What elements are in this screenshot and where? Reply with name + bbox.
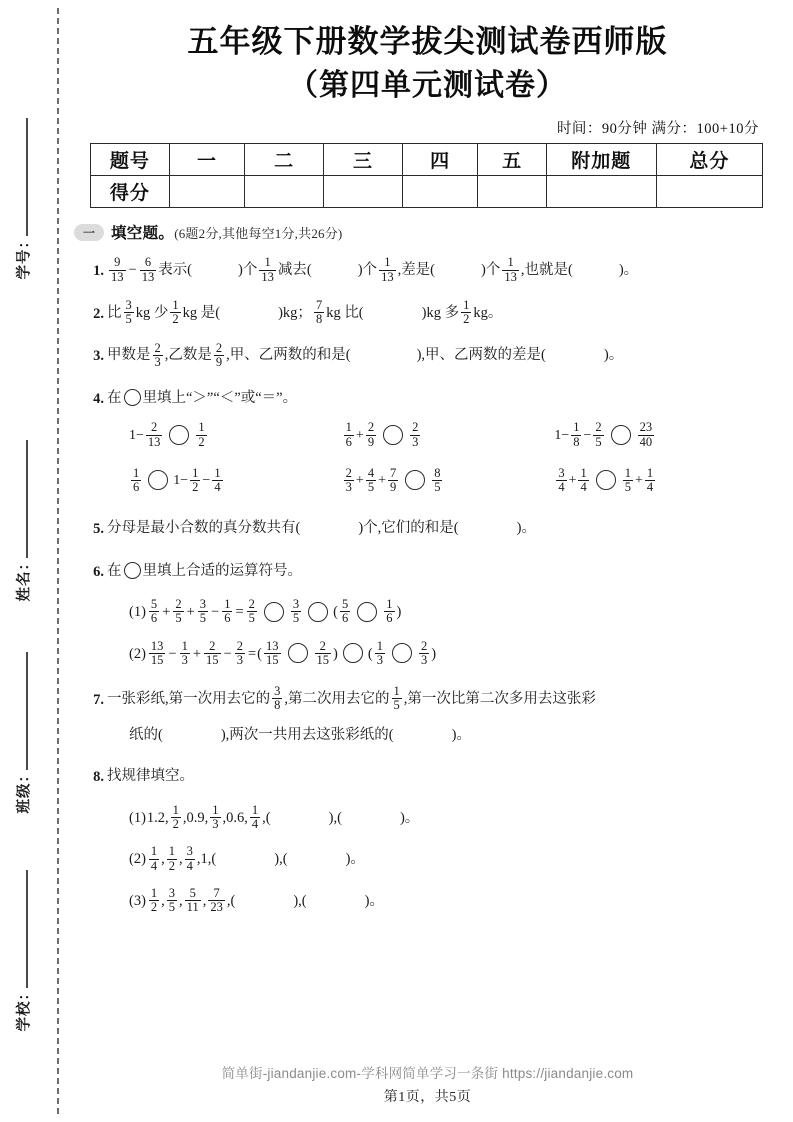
score-header-label: 题号 [91,144,170,176]
expr-text: + [355,473,364,489]
question-number: 3. [93,348,104,365]
q4-prompt-a: 在 [107,389,122,406]
question-number: 5. [93,520,104,537]
expr-text: 1− [173,473,189,489]
question-body [107,297,767,328]
left-margin-strip [0,0,62,1122]
section-title: 填空题。 [111,225,175,243]
question-number: 7. [93,692,104,709]
watermark-text: 简单街-jiandanjie.com-学科网简单学习一条街 https://jiandanjie.com [221,1066,634,1081]
question-number: 6. [93,563,104,580]
operator-plus: + [162,604,171,621]
question-number: 4. [93,390,104,407]
margin-write-line-3 [26,652,28,770]
question-7 [84,686,767,749]
q2-text-f: )kg 多 [421,304,460,321]
fraction-2-3: $\frac{2}{3}$ [236,638,243,667]
question-8-sub-3 [107,888,767,916]
fraction-1-2: $\frac{1}{2}$ [192,465,199,494]
q3-text-b: ,乙数是 [164,347,212,364]
question-number: 1. [93,263,104,280]
fraction-7-9: $\frac{7}{9}$ [389,465,397,494]
seq-text: , [161,892,165,909]
question-body [107,342,767,370]
fraction-23-40: $\frac{23}{40}$ [639,420,653,449]
margin-field-class [0,767,46,826]
q2-text-d: )kg； [278,304,312,321]
exam-page [62,0,793,1122]
score-cell-1[interactable] [169,176,244,208]
comparison-item-4 [129,465,342,495]
section-badge: 一 [74,224,104,241]
operator-equals: = [235,604,244,621]
q7-text-c: ,第一次比第二次多用去这张彩 [403,691,596,708]
operator-minus: − [211,604,220,621]
seq-tail-b: )。 [345,851,365,868]
fraction-3-8: $\frac{3}{8}$ [274,684,281,713]
q7-text-d: 纸的( [129,726,163,743]
fraction-1-2: $\frac{1}{2}$ [198,420,205,449]
fraction-2-5: $\frac{2}{5}$ [595,420,602,449]
q4-prompt-b: 里填上“＞”“＜”或“＝”。 [142,389,298,406]
fraction-1-4: $\frac{1}{4}$ [214,465,221,494]
q3-text-c: ,甲、乙两数的和是( [226,347,351,364]
dashed-cut-line [57,8,59,1114]
score-header-total: 总分 [656,144,762,176]
margin-write-line-2 [26,440,28,558]
circle-blank-icon[interactable] [405,470,425,490]
question-8-sub-2 [107,846,767,874]
margin-field-school [0,985,46,1044]
paren-close: ) [396,604,402,621]
expr-text: 1− [129,427,144,443]
q7-text-e: ),两次一共用去这张彩纸的( [220,726,394,743]
questions-list [62,257,793,915]
score-cell-3[interactable] [324,176,403,208]
fraction-1-6: $\frac{1}{6}$ [224,597,231,626]
page-footer [62,1062,793,1106]
expr-text: 1− [554,427,570,443]
score-cell-total[interactable] [656,176,762,208]
score-cell-5[interactable] [478,176,547,208]
seq-text: 1.2, [146,809,169,826]
circle-blank-icon[interactable] [124,562,141,579]
fraction-1-3: $\frac{1}{3}$ [212,802,219,832]
operator-equals: = [247,645,257,662]
comparison-grid [107,422,767,495]
fraction-13-15: $\frac{13}{15}$ [266,638,279,667]
seq-text: ,0.9, [182,809,209,826]
paren-close: ) [333,645,338,662]
section-meta: (6题2分,其他每空1分,共26分) [174,225,343,241]
question-3 [84,342,767,371]
fraction-1-2: $\frac{1}{2}$ [168,844,176,873]
score-header-bonus: 附加题 [546,144,656,176]
fraction-1-6: $\frac{1}{6}$ [386,597,393,626]
operator-minus: − [128,262,137,279]
q3-text-a: 甲数是 [107,347,151,364]
question-number: 8. [93,769,104,786]
table-row-score [91,176,763,208]
fraction-1-13-a: $\frac{1}{13}$ [261,255,274,284]
page-number: 第1页，共5页 [383,1090,472,1105]
circle-blank-icon[interactable] [288,643,308,663]
question-number: 2. [93,305,104,322]
question-body [107,257,767,285]
fraction-1-2: $\frac{1}{2}$ [172,802,179,832]
seq-tail-a: ),( [328,809,342,826]
score-cell-2[interactable] [245,176,324,208]
q5-text-c: )。 [516,519,536,536]
q1-text-d: )个 [357,262,378,279]
q7-text-f: )。 [451,726,471,743]
page-title: 五年级下册数学拔尖测试卷西师版 [187,24,668,59]
q3-text-d: ),甲、乙两数的差是( [416,347,546,364]
table-row-header [91,144,763,176]
page-subtitle: （第四单元测试卷） [288,68,567,102]
fraction-1-2-a: $\frac{1}{2}$ [172,297,179,327]
expr-text: + [378,473,386,489]
q3-text-e: )。 [603,347,624,364]
section-header-fill-in-blank [62,221,793,243]
q6-prompt-b: 里填上合适的运算符号。 [142,562,302,579]
fraction-2-15: $\frac{2}{15}$ [316,638,330,667]
margin-label-school: 学校： [16,985,33,1032]
fraction-5-6: $\frac{5}{6}$ [150,597,158,626]
comparison-item-5 [342,465,555,495]
expr-text: + [568,473,577,489]
fraction-9-13: $\frac{9}{13}$ [111,255,124,284]
paren-open: ( [367,645,373,662]
fraction-2-3: $\frac{2}{3}$ [154,340,161,369]
fraction-1-13-c: $\frac{1}{13}$ [504,255,517,284]
question-6-sub-2 [107,638,767,669]
comparison-item-3 [554,422,767,449]
margin-write-line-1 [26,118,28,236]
fraction-3-5: $\frac{3}{5}$ [199,597,207,626]
exam-meta: 时间：90分钟 满分：100+10分 [556,121,759,138]
fraction-3-4: $\frac{3}{4}$ [558,465,565,494]
question-8 [84,763,767,915]
circle-blank-icon[interactable] [357,602,377,622]
q5-text-b: )个,它们的和是( [358,519,459,536]
paren-open: ( [333,604,339,621]
expr-text: + [355,427,364,443]
fraction-2-3: $\frac{2}{3}$ [345,465,352,494]
seq-tail-b: )。 [364,892,384,909]
fraction-4-5: $\frac{4}{5}$ [367,465,375,494]
fraction-1-4: $\frac{1}{4}$ [251,802,259,832]
score-table [90,143,763,208]
score-row-label: 得分 [91,176,170,208]
seq-text: ,( [262,809,271,826]
fraction-1-2-b: $\frac{1}{2}$ [463,297,470,327]
seq-text: , [179,851,183,868]
score-header-1: 一 [169,144,244,176]
circle-blank-icon[interactable] [169,425,189,445]
fraction-1-5: $\frac{1}{5}$ [393,684,400,713]
q2-text-a: 比 [107,304,122,321]
score-header-2: 二 [245,144,324,176]
question-body [107,686,767,749]
fraction-1-2: $\frac{1}{2}$ [150,886,158,915]
circle-blank-icon[interactable] [611,425,631,445]
fraction-13-15: $\frac{13}{15}$ [150,638,164,667]
seq-tail-a: ),( [274,851,288,868]
expr-text: − [583,427,592,443]
fraction-1-4: $\frac{1}{4}$ [646,465,654,494]
fraction-3-4: $\frac{3}{4}$ [186,844,193,873]
circle-blank-icon[interactable] [392,643,412,663]
fraction-7-8: $\frac{7}{8}$ [315,297,323,327]
score-cell-4[interactable] [402,176,477,208]
q2-text-c: kg 是( [182,304,221,321]
q1-text-g: ,也就是( [520,262,573,279]
seq-text: , [179,892,183,909]
seq-text: , [161,851,165,868]
fraction-8-5: $\frac{8}{5}$ [434,465,441,494]
q1-text-h: )。 [618,262,639,279]
question-body [107,385,767,495]
margin-label-student-id: 学号： [16,233,33,280]
seq-tail-b: )。 [399,809,420,826]
fraction-1-4: $\frac{1}{4}$ [580,465,587,494]
fraction-1-5: $\frac{1}{5}$ [624,465,631,494]
question-5 [84,515,767,544]
fraction-6-13: $\frac{6}{13}$ [141,255,155,284]
sub-tag: (3) [129,892,146,909]
comparison-item-2 [342,422,555,449]
score-header-3: 三 [324,144,403,176]
q7-text-b: ,第二次用去它的 [284,691,390,708]
margin-field-name [0,555,46,614]
operator-plus: + [186,604,195,621]
fraction-2-9: $\frac{2}{9}$ [367,420,375,449]
fraction-1-6: $\frac{1}{6}$ [133,465,140,494]
question-4 [84,385,767,495]
comparison-item-6 [554,465,767,495]
fraction-3-5: $\frac{3}{5}$ [125,297,132,327]
operator-plus: + [192,645,202,662]
circle-blank-icon[interactable] [148,470,168,490]
q1-text-b: )个 [238,262,258,279]
sub-tag: (1) [129,604,146,621]
question-body [107,558,767,669]
q6-prompt-a: 在 [107,562,122,579]
q2-text-b: kg 少 [135,304,169,321]
fraction-1-6: $\frac{1}{6}$ [345,420,352,449]
fraction-3-5: $\frac{3}{5}$ [292,597,300,626]
margin-field-student-id [0,233,46,292]
seq-text: ,0.6, [222,809,248,826]
fraction-7-23: $\frac{7}{23}$ [210,886,223,915]
fraction-1-4: $\frac{1}{4}$ [150,844,158,873]
sub-tag: (1) [129,809,146,826]
score-header-5: 五 [478,144,547,176]
comparison-item-1 [129,422,342,449]
fraction-3-5: $\frac{3}{5}$ [168,886,176,915]
fraction-2-5: $\frac{2}{5}$ [248,597,255,626]
circle-blank-icon[interactable] [383,425,403,445]
fraction-2-5: $\frac{2}{5}$ [175,597,182,626]
score-table-wrapper [62,143,793,208]
question-8-sub-1 [107,802,767,833]
fraction-2-3: $\frac{2}{3}$ [412,420,419,449]
fraction-1-3: $\frac{1}{3}$ [376,638,383,667]
score-header-4: 四 [402,144,477,176]
q5-text-a: 分母是最小合数的真分数共有( [107,519,301,536]
operator-minus: − [168,645,177,662]
paren-open: ( [257,645,263,662]
operator-minus: − [223,645,232,662]
fraction-2-15: $\frac{2}{15}$ [206,638,219,667]
seq-tail-a: ),( [293,892,307,909]
fraction-1-3: $\frac{1}{3}$ [181,638,188,667]
circle-blank-icon[interactable] [343,643,363,663]
question-6-sub-1 [107,599,767,627]
q1-text-f: )个 [481,262,501,279]
title-block [62,0,793,105]
question-1 [84,257,767,286]
margin-label-class: 班级： [16,767,33,814]
q2-text-e: kg 比( [326,304,364,321]
score-cell-bonus[interactable] [546,176,656,208]
seq-text: ,1,( [196,851,217,868]
margin-write-line-4 [26,870,28,988]
sub-tag: (2) [129,851,146,868]
q2-text-g: kg。 [473,304,503,321]
seq-text: , [202,892,207,909]
question-6 [84,558,767,669]
fraction-1-13-b: $\frac{1}{13}$ [381,255,394,284]
question-body [107,763,767,915]
fraction-2-9: $\frac{2}{9}$ [215,340,223,369]
sub-tag: (2) [129,645,146,662]
fraction-5-6: $\frac{5}{6}$ [342,597,349,626]
fraction-2-13: $\frac{2}{13}$ [147,420,161,449]
q8-prompt: 找规律填空。 [107,768,194,785]
question-body [107,515,767,543]
fraction-1-8: $\frac{1}{8}$ [573,420,580,449]
paren-close: ) [431,645,437,662]
circle-blank-icon[interactable] [124,389,141,406]
fraction-5-11: $\frac{5}{11}$ [186,886,199,915]
seq-text: ,( [226,892,236,909]
q7-text-a: 一张彩纸,第一次用去它的 [107,691,271,708]
margin-label-name: 姓名： [16,555,33,602]
expr-text: + [634,473,643,489]
circle-blank-icon[interactable] [264,602,284,622]
expr-text: − [202,473,211,489]
circle-blank-icon[interactable] [308,602,328,622]
fraction-2-3: $\frac{2}{3}$ [420,638,428,667]
q1-text-c: 减去( [277,262,312,279]
question-2 [84,297,767,329]
q1-text-e: ,差是( [397,262,436,279]
q1-text-a: 表示( [158,262,193,279]
circle-blank-icon[interactable] [596,470,616,490]
